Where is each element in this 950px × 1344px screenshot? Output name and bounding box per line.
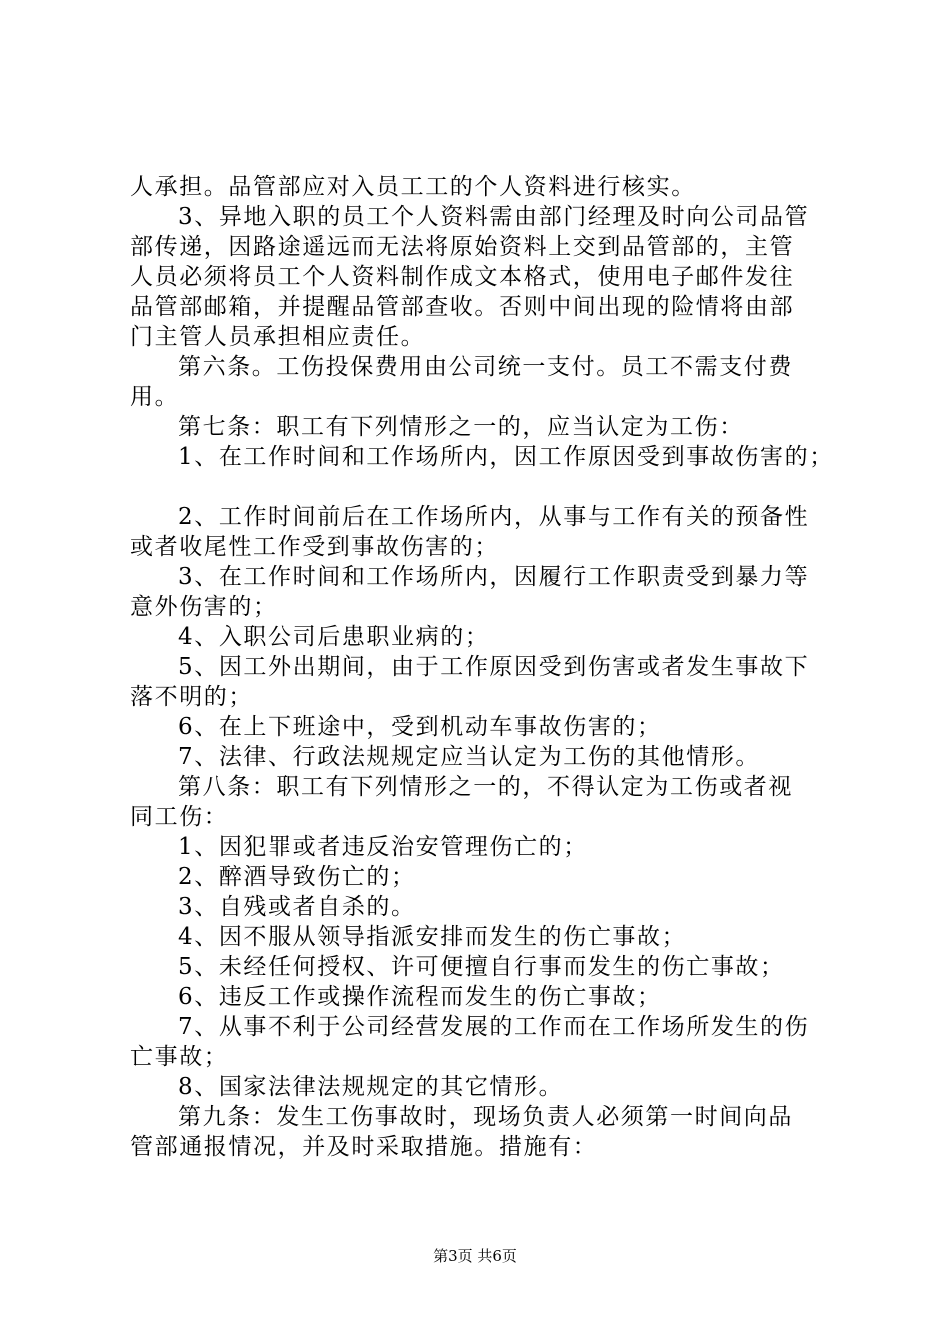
text-line: 3、在工作时间和工作场所内，因履行工作职责受到暴力等 xyxy=(178,564,810,590)
text-line: 4、因不服从领导指派安排而发生的伤亡事故； xyxy=(178,924,687,950)
text-line: 8、国家法律法规规定的其它情形。 xyxy=(178,1074,564,1100)
text-line: 4、入职公司后患职业病的； xyxy=(178,624,490,650)
text-line: 亡事故； xyxy=(130,1044,229,1070)
text-line: 5、未经任何授权、许可便擅自行事而发生的伤亡事故； xyxy=(178,954,785,980)
text-line: 第八条：职工有下列情形之一的，不得认定为工伤或者视 xyxy=(178,774,793,800)
text-line: 人员必须将员工个人资料制作成文本格式，使用电子邮件发往 xyxy=(130,264,795,290)
blank-line xyxy=(130,472,830,502)
text-line: 或者收尾性工作受到事故伤害的； xyxy=(130,534,499,560)
text-line: 管部通报情况，并及时采取措施。措施有： xyxy=(130,1134,598,1160)
page-footer xyxy=(0,1245,950,1266)
page-number: 第3页 共6页 xyxy=(433,1247,517,1265)
text-line: 1、在工作时间和工作场所内，因工作原因受到事故伤害的； xyxy=(178,444,834,470)
text-line: 2、醉酒导致伤亡的； xyxy=(178,864,416,890)
text-line: 部传递，因路途遥远而无法将原始资料上交到品管部的，主管 xyxy=(130,234,795,260)
text-line: 5、因工外出期间，由于工作原因受到伤害或者发生事故下 xyxy=(178,654,810,680)
text-line: 用。 xyxy=(130,384,180,410)
text-line: 第七条：职工有下列情形之一的，应当认定为工伤： xyxy=(178,414,744,440)
text-line: 第九条：发生工伤事故时，现场负责人必须第一时间向品 xyxy=(178,1104,793,1130)
text-line: 7、从事不利于公司经营发展的工作而在工作场所发生的伤 xyxy=(178,1014,810,1040)
text-line: 3、异地入职的员工个人资料需由部门经理及时向公司品管 xyxy=(178,204,810,230)
text-line: 6、在上下班途中，受到机动车事故伤害的； xyxy=(178,714,662,740)
text-line: 门主管人员承担相应责任。 xyxy=(130,324,426,350)
text-line: 人承担。品管部应对入员工工的个人资料进行核实。 xyxy=(130,174,696,200)
text-line: 6、违反工作或操作流程而发生的伤亡事故； xyxy=(178,984,662,1010)
text-line: 品管部邮箱，并提醒品管部查收。否则中间出现的险情将由部 xyxy=(130,294,795,320)
text-line: 1、因犯罪或者违反治安管理伤亡的； xyxy=(178,834,588,860)
text-line: 落不明的； xyxy=(130,684,253,710)
text-line: 意外伤害的； xyxy=(130,594,278,620)
text-line: 第六条。工伤投保费用由公司统一支付。员工不需支付费 xyxy=(178,354,793,380)
text-line: 7、法律、行政法规规定应当认定为工伤的其他情形。 xyxy=(178,744,761,770)
text-line: 3、自残或者自杀的。 xyxy=(178,894,416,920)
text-line: 同工伤： xyxy=(130,804,229,830)
document-body xyxy=(130,172,834,1162)
text-line: 2、工作时间前后在工作场所内，从事与工作有关的预备性 xyxy=(178,504,810,530)
